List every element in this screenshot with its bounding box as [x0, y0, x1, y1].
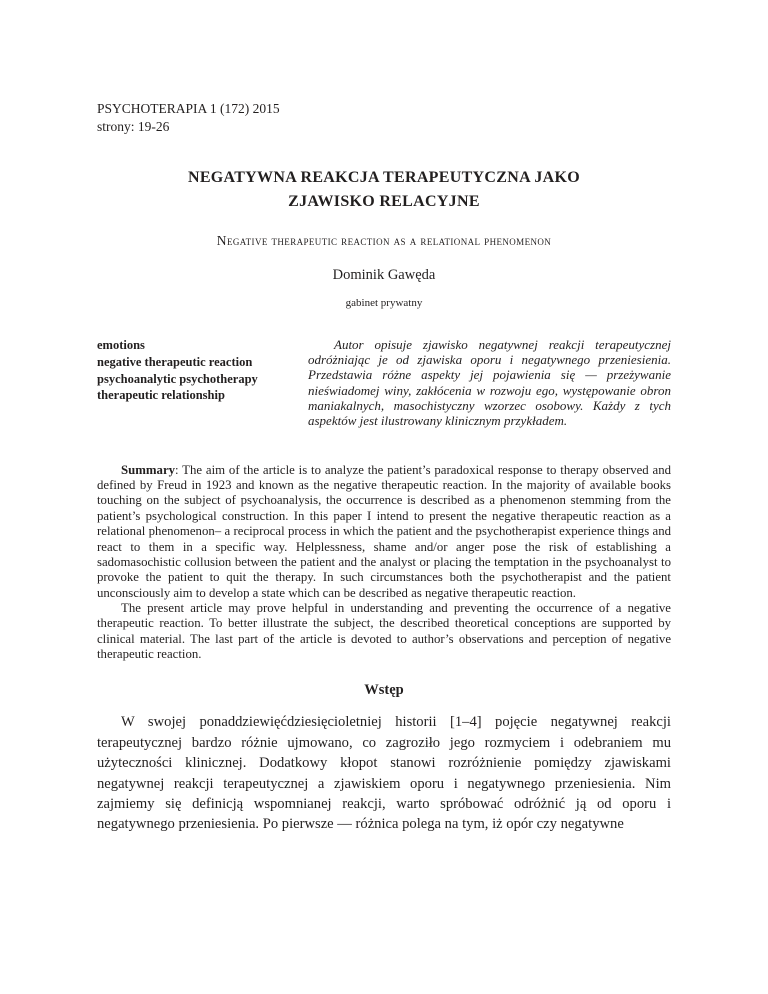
summary-paragraph-1 — [97, 463, 671, 601]
intro-paragraph: W swojej ponaddziewięćdziesięcioletniej historii [1–4] pojęcie negatywnej reakcji terapeutycznej bardzo różnie ujmowano, co zagroziło jego rozmyciem i odebraniem mu użyteczności klinicznej. Dodatkowy kłopot stanowi rozróżnienie pomiędzy zjawiskami negatywnej reakcji terapeutycznej a zjawiskiem oporu i negatywnego przeniesienia. Nim zajmiemy się definicją wspomnianej reakcji, warto spróbować odróżnić ją od oporu i negatywnego przeniesienia. Po pierwsze — różnica polega na tym, iż opór czy negatywne — [97, 714, 671, 833]
journal-header — [97, 100, 671, 136]
keywords-list — [97, 337, 302, 429]
keyword-item: negative therapeutic reaction — [97, 354, 253, 369]
summary-block — [97, 463, 671, 662]
keywords-abstract-row — [97, 337, 671, 429]
journal-title-line: PSYCHOTERAPIA 1 (172) 2015 — [97, 101, 280, 116]
keyword-item: psychoanalytic psychotherapy — [97, 371, 258, 386]
summary-paragraph-2: The present article may prove helpful in understanding and preventing the occurrence of a negative therapeutic reaction. To better illustrate the subject, the described theoretical conceptions are supported by clinical material. The last part of the article is devoted to author’s observations and perception of negative therapeutic reaction. — [97, 600, 671, 661]
section-heading-wstep: Wstęp — [364, 682, 404, 699]
keyword-item: emotions — [97, 337, 145, 352]
summary-paragraph-1-text: : The aim of the article is to analyze the patient’s paradoxical response to therapy observed and defined by Freud in 1923 and known as the negative therapeutic reaction. In the majority of available books touching on the subject of psychoanalysis, the occurrence is described as a phenomenon stemming from the patient’s psychological construction. In this paper I intend to present the negative therapeutic reaction as a relational phenomenon– a reciprocal process in which the patient and the psychotherapist experience things and react to them in a specific way. Helplessness, shame and/or anger pose the risk of establishing a sadomasochistic collusion between the patient and the analyst or placing the temptation in the psychoanalyst to provoke the patient to quit the therapy. In such circumstances both the psychotherapist and the patient unconsciously aim to develop a state which can be described as negative therapeutic reaction. — [97, 462, 671, 600]
article-title-pl — [97, 166, 671, 212]
journal-pages-line: strony: 19-26 — [97, 119, 170, 135]
abstract-text: Autor opisuje zjawisko negatywnej reakcji terapeutycznej odróżniając je od zjawiska oporu i negatywnego przeniesienia. Przedstawia różne aspekty jej pojawienia się — przeżywanie nieświadomej winy, zakłócenia w rozwoju ego, występowanie obron maniakalnych, masochistyczny wzorzec osobowy. Każdy z tych aspektów jest ilustrowany klinicznym przykładem. — [308, 336, 671, 429]
article-title-line1: NEGATYWNA REAKCJA TERAPEUTYCZNA JAKO — [187, 169, 581, 187]
author-name: Dominik Gawęda — [332, 266, 436, 283]
author-affiliation: gabinet prywatny — [345, 296, 423, 309]
summary-label: Summary — [121, 462, 176, 477]
article-title-line2: ZJAWISKO RELACYJNE — [288, 192, 480, 210]
article-title-en: Negative therapeutic reaction as a relational phenomenon — [216, 232, 552, 248]
keyword-item: therapeutic relationship — [97, 388, 225, 403]
